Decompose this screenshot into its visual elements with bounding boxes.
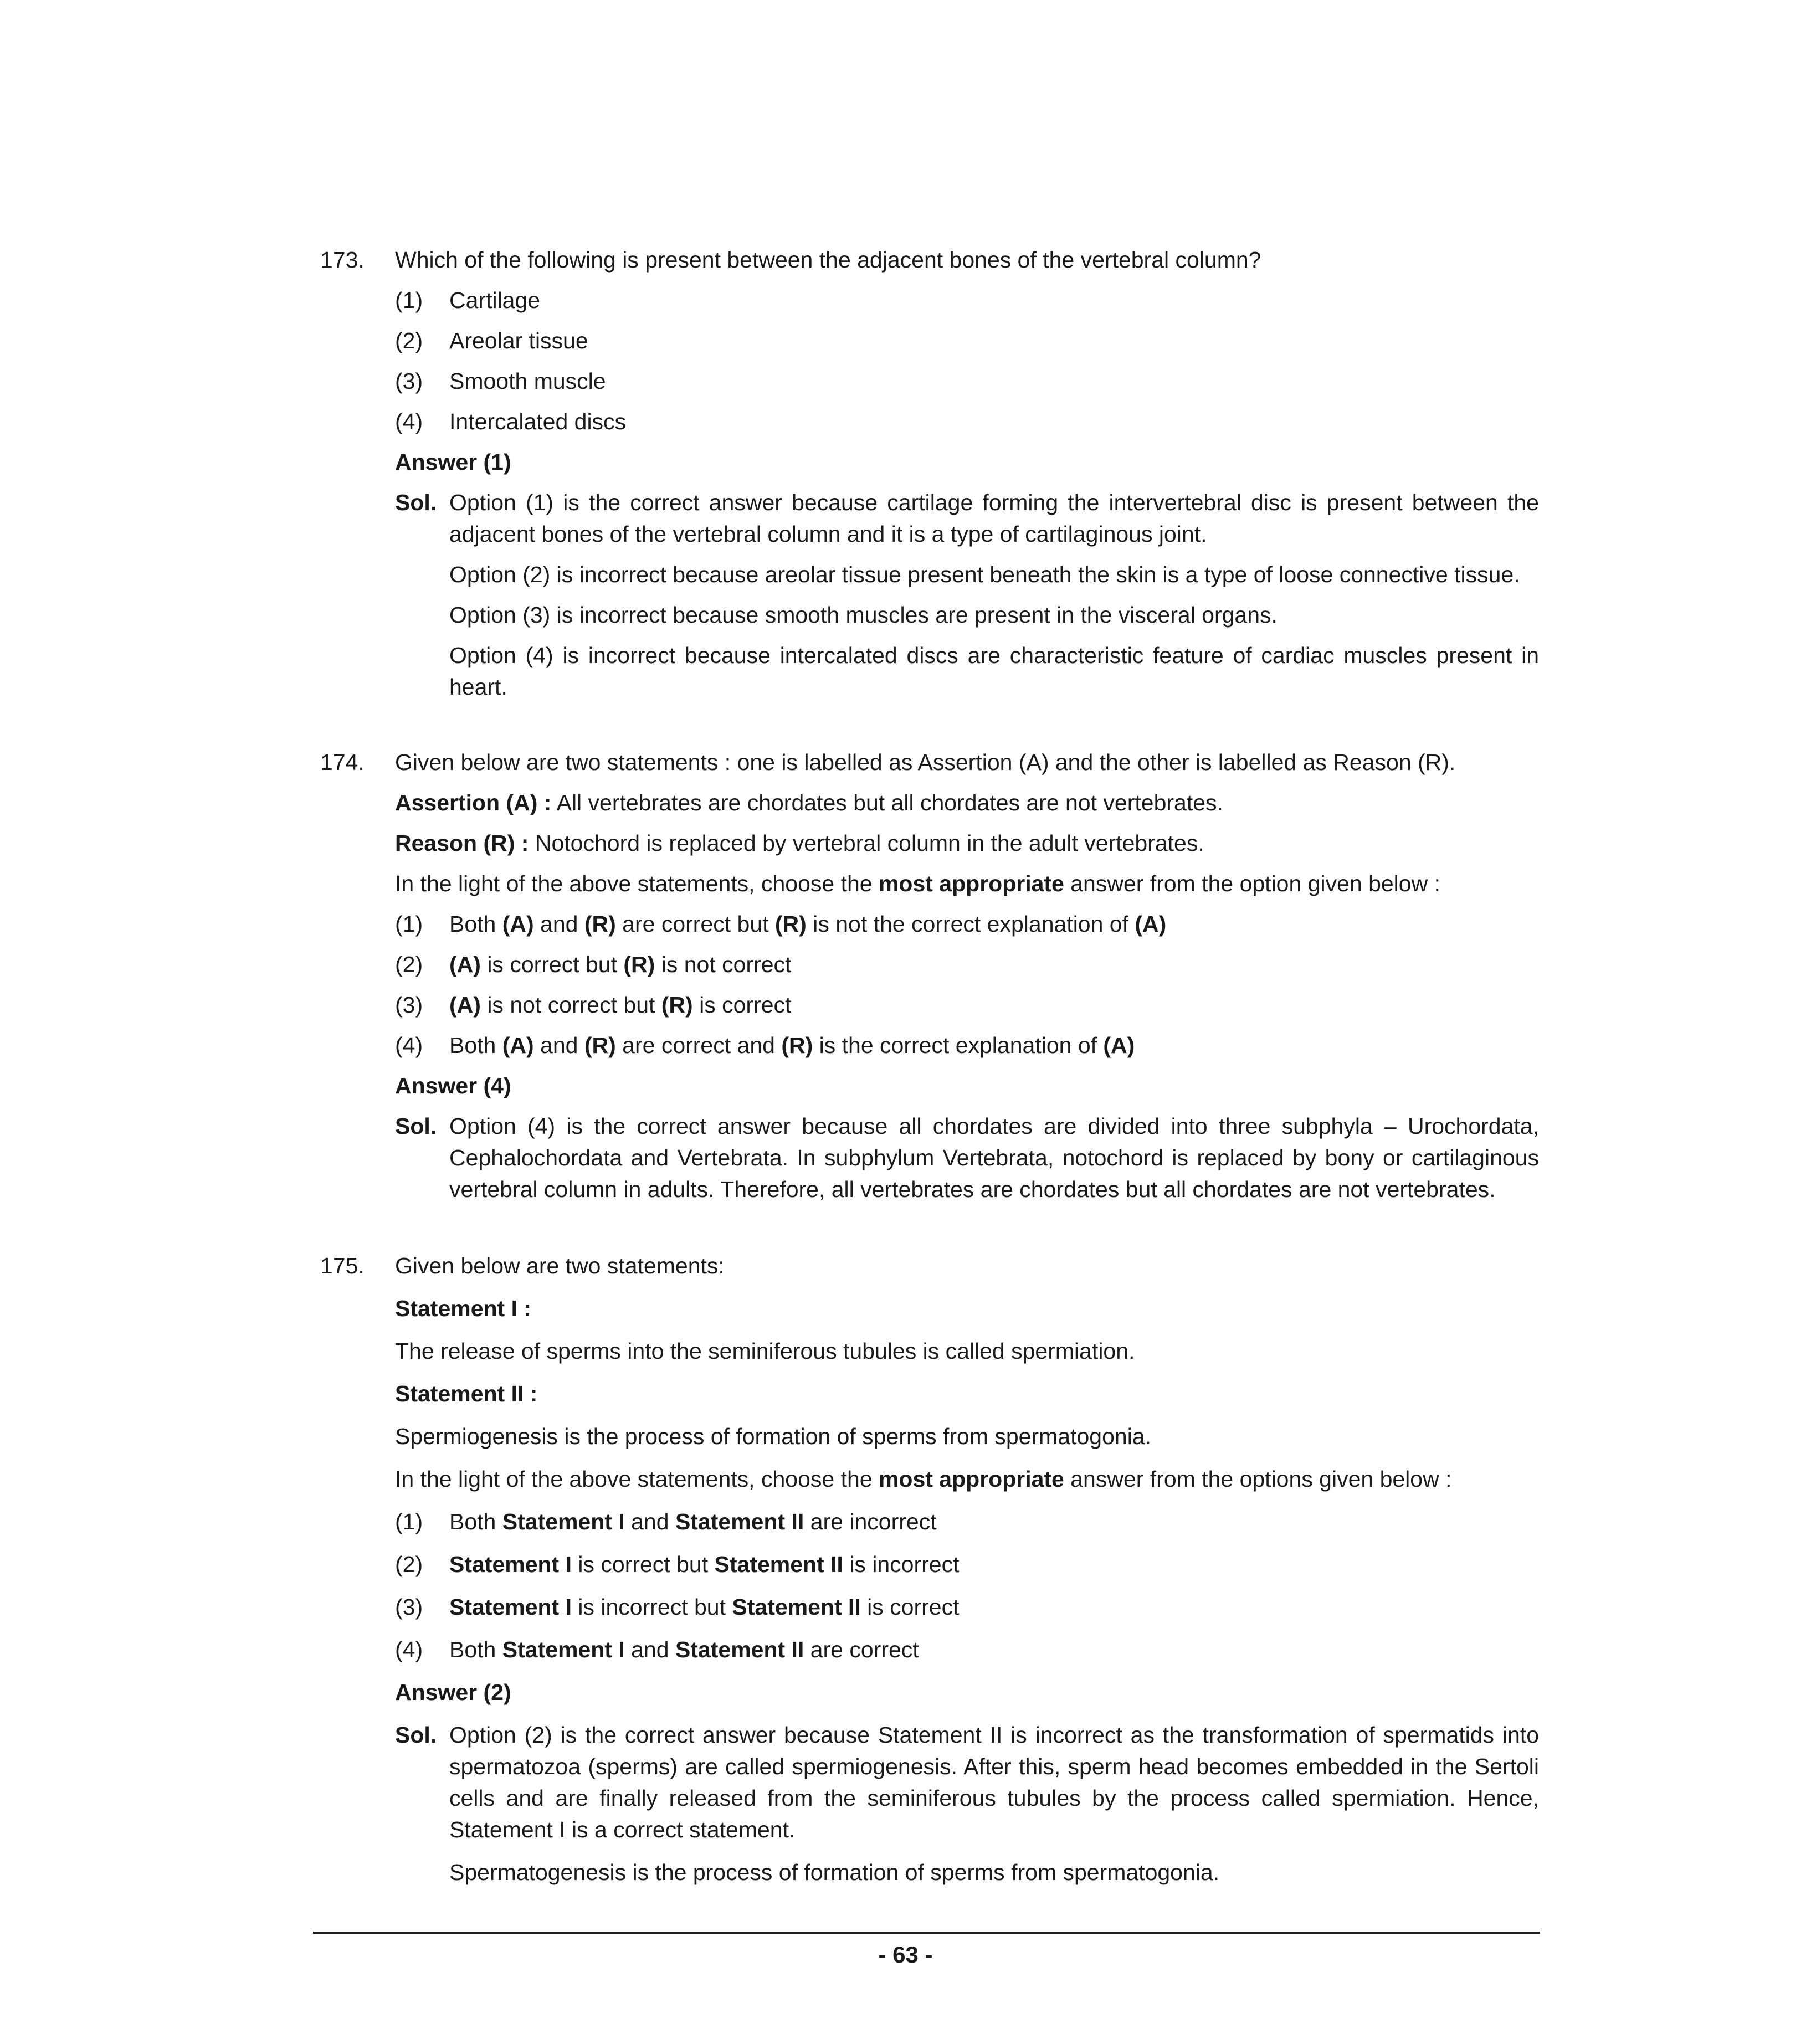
answer: Answer (2) bbox=[395, 1680, 511, 1705]
option-number: (2) bbox=[395, 328, 423, 353]
option-2: (2) Statement I is correct but Statement II is incorrect bbox=[395, 1549, 1539, 1580]
question-text: Given below are two statements: bbox=[395, 1253, 725, 1278]
solution-paragraph: Option (3) is incorrect because smooth muscles are present in the visceral organs. bbox=[449, 602, 1278, 628]
statement-2-label: Statement II : bbox=[395, 1381, 538, 1406]
reason bbox=[395, 828, 1539, 859]
option-number: (3) bbox=[395, 1594, 423, 1620]
option-1: (1) Both Statement I and Statement II are incorrect bbox=[395, 1506, 1539, 1538]
solution-paragraph: Spermatogenesis is the process of formation of sperms from spermatogonia. bbox=[449, 1860, 1220, 1885]
option-3: (3) Statement I is incorrect but Statement II is correct bbox=[395, 1591, 1539, 1623]
option-4: (4) Both (A) and (R) are correct and (R) is the correct explanation of (A) bbox=[395, 1030, 1539, 1061]
page-number: - 63 - bbox=[878, 1942, 933, 1968]
solution-label: Sol. bbox=[395, 1113, 437, 1139]
option-4 bbox=[395, 406, 1539, 438]
option-2: (2) (A) is correct but (R) is not correct bbox=[395, 949, 1539, 980]
solution-label: Sol. bbox=[395, 1722, 437, 1748]
option-number: (2) bbox=[395, 952, 423, 977]
option-number: (1) bbox=[395, 1509, 423, 1534]
solution-label: Sol. bbox=[395, 490, 437, 515]
question-173 bbox=[320, 244, 1539, 703]
footer-divider bbox=[313, 1932, 1540, 1934]
option-3: (3) (A) is not correct but (R) is correct bbox=[395, 989, 1539, 1021]
option-number: (3) bbox=[395, 992, 423, 1018]
solution-paragraph: Option (2) is incorrect because areolar tissue present beneath the skin is a type of loose connective tissue. bbox=[449, 562, 1520, 587]
option-text: Areolar tissue bbox=[449, 328, 588, 353]
statement-1-label: Statement I : bbox=[395, 1296, 532, 1321]
option-text: Cartilage bbox=[449, 287, 541, 313]
question-number: 173. bbox=[320, 247, 365, 273]
solution bbox=[395, 487, 1539, 550]
question-text: Which of the following is present between the adjacent bones of the vertebral column? bbox=[395, 247, 1261, 273]
solution-paragraph: Option (4) is the correct answer because all chordates are divided into three subphyla – Urochordata, Cephalochordata and Vertebrata. In subphylum Vertebrata, notochord is replaced by bony or cartilaginous vertebral column in adults. Therefore, all vertebrates are chordates but all chordates are not vertebrates. bbox=[449, 1113, 1539, 1202]
option-1 bbox=[395, 285, 1539, 316]
instruction: In the light of the above statements, choose the most appropriate answer from the options given below : bbox=[395, 1466, 1452, 1492]
option-number: (4) bbox=[395, 409, 423, 434]
option-number: (2) bbox=[395, 1552, 423, 1577]
assertion-text: All vertebrates are chordates but all chordates are not vertebrates. bbox=[551, 790, 1223, 815]
answer: Answer (1) bbox=[395, 449, 511, 475]
question-number: 174. bbox=[320, 749, 365, 775]
option-number: (4) bbox=[395, 1033, 423, 1058]
solution bbox=[395, 1719, 1539, 1846]
question-text: Given below are two statements : one is labelled as Assertion (A) and the other is labelled as Reason (R). bbox=[395, 749, 1456, 775]
instruction: In the light of the above statements, choose the most appropriate answer from the option given below : bbox=[395, 871, 1440, 896]
option-number: (1) bbox=[395, 911, 423, 937]
option-text: Smooth muscle bbox=[449, 368, 606, 394]
question-175 bbox=[320, 1250, 1539, 1888]
question-number: 175. bbox=[320, 1253, 365, 1278]
solution bbox=[395, 1111, 1539, 1205]
option-number: (4) bbox=[395, 1637, 423, 1662]
option-1: (1) Both (A) and (R) are correct but (R) is not the correct explanation of (A) bbox=[395, 908, 1539, 940]
solution-paragraph: Option (4) is incorrect because intercalated discs are characteristic feature of cardiac muscles present in heart. bbox=[449, 643, 1539, 700]
option-3 bbox=[395, 366, 1539, 397]
option-text: Intercalated discs bbox=[449, 409, 627, 434]
option-number: (3) bbox=[395, 368, 423, 394]
assertion bbox=[395, 787, 1539, 819]
assertion-label: Assertion (A) : bbox=[395, 790, 552, 815]
question-174 bbox=[320, 747, 1539, 1205]
option-4: (4) Both Statement I and Statement II are correct bbox=[395, 1634, 1539, 1666]
solution-paragraph: Option (2) is the correct answer because Statement II is incorrect as the transformation of spermatids into spermatozoa (sperms) are called spermiogenesis. After this, sperm head becomes embedded in the Sertoli cells and are finally released from the seminiferous tubules by the process called spermiation. Hence, Statement I is a correct statement. bbox=[449, 1722, 1539, 1842]
statement-1-text: The release of sperms into the seminiferous tubules is called spermiation. bbox=[395, 1338, 1135, 1364]
option-number: (1) bbox=[395, 287, 423, 313]
solution-paragraph: Option (1) is the correct answer because cartilage forming the intervertebral disc is present between the adjacent bones of the vertebral column and it is a type of cartilaginous joint. bbox=[449, 490, 1539, 547]
option-2 bbox=[395, 325, 1539, 357]
answer: Answer (4) bbox=[395, 1073, 511, 1098]
statement-2-text: Spermiogenesis is the process of formation of sperms from spermatogonia. bbox=[395, 1424, 1151, 1449]
reason-text: Notochord is replaced by vertebral column in the adult vertebrates. bbox=[529, 830, 1204, 856]
reason-label: Reason (R) : bbox=[395, 830, 529, 856]
